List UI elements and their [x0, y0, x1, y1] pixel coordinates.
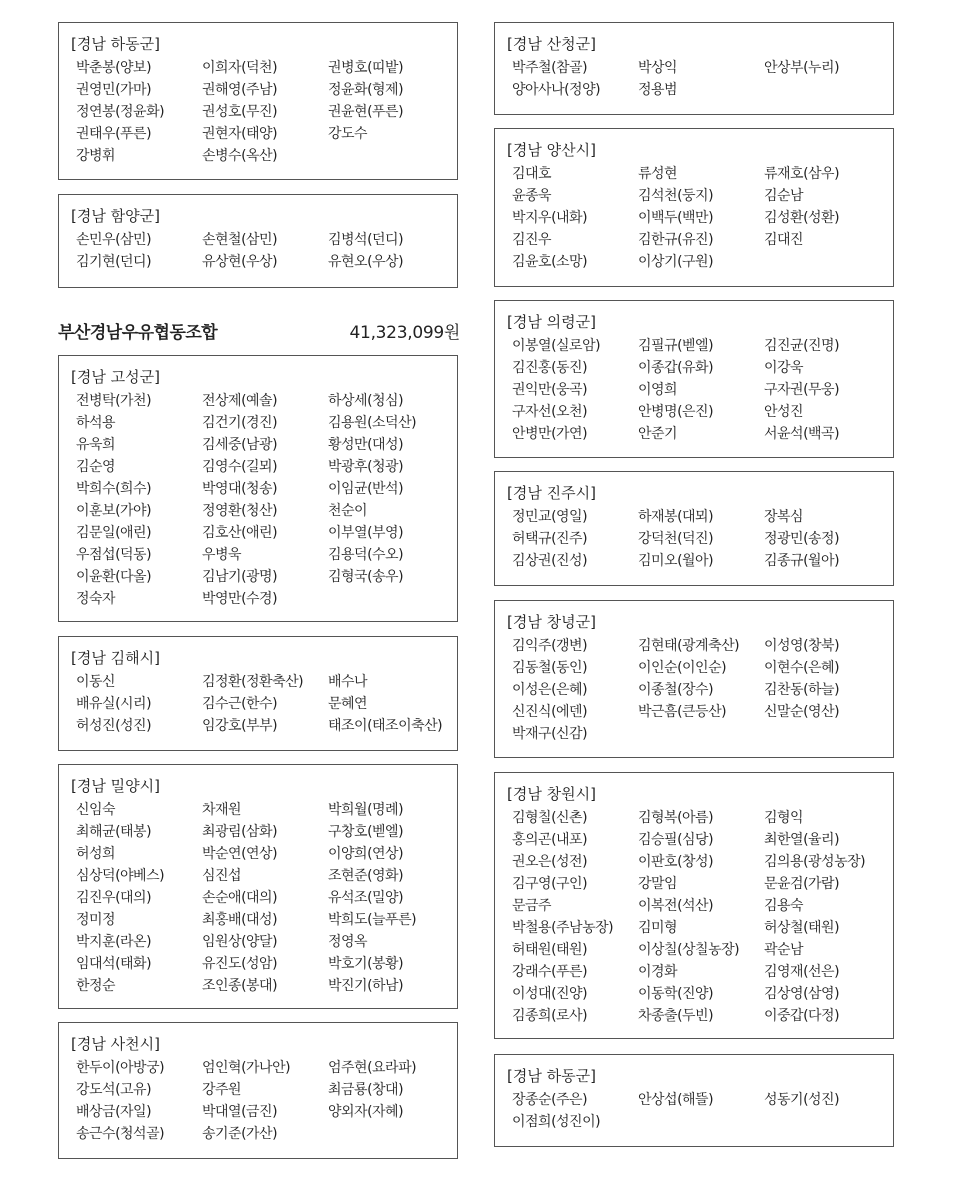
member-list [507, 1089, 893, 1133]
member-name: 김영재(선은) [764, 964, 840, 980]
member-list [507, 807, 893, 1027]
member-name: 이복전(석산) [638, 898, 714, 914]
member-list [71, 1057, 457, 1145]
member-name: 김형칠(신촌) [512, 810, 588, 826]
member-name: 강도석(고유) [76, 1082, 152, 1098]
member-name: 전병탁(가천) [76, 393, 152, 409]
region-box [494, 1054, 894, 1147]
member-name: 임대석(태화) [76, 956, 152, 972]
member-name: 하석용 [76, 415, 116, 431]
region-box [494, 600, 894, 758]
member-name: 정미정 [76, 912, 116, 928]
member-name: 권현자(태양) [202, 126, 278, 142]
member-name: 엄인혁(가나안) [202, 1060, 291, 1076]
member-name: 이강욱 [764, 360, 804, 376]
member-name: 강말임 [638, 876, 678, 892]
member-name: 이상칠(상칠농장) [638, 942, 740, 958]
member-name: 김진우(대의) [76, 890, 152, 906]
member-name: 손순애(대의) [202, 890, 278, 906]
member-name: 김대호 [512, 166, 552, 182]
member-name: 김현태(광계축산) [638, 638, 740, 654]
region-title: [경남 진주시] [507, 484, 596, 502]
region-title: [경남 하동군] [71, 35, 160, 53]
member-name: 이동신 [76, 674, 116, 690]
member-name: 신말순(영산) [764, 704, 840, 720]
member-name: 정윤화(형제) [328, 82, 404, 98]
member-name: 김호산(애린) [202, 525, 278, 541]
member-name: 김형익 [764, 810, 804, 826]
member-name: 손민우(삼민) [76, 232, 152, 248]
member-name: 이중갑(다정) [764, 1008, 840, 1024]
member-name: 강도수 [328, 126, 368, 142]
member-name: 박재구(신감) [512, 726, 588, 742]
member-name: 유욱희 [76, 437, 116, 453]
member-name: 장종순(주은) [512, 1092, 588, 1108]
member-name: 구자권(무웅) [764, 382, 840, 398]
member-name: 김진균(진명) [764, 338, 840, 354]
member-name: 엄주현(요라파) [328, 1060, 417, 1076]
member-name: 강덕천(덕진) [638, 531, 714, 547]
member-name: 김형복(아름) [638, 810, 714, 826]
member-name: 이희자(덕천) [202, 60, 278, 76]
member-name: 김석천(둥지) [638, 188, 714, 204]
member-name: 안상섭(해뜰) [638, 1092, 714, 1108]
member-name: 이윤환(다올) [76, 569, 152, 585]
member-name: 김문일(애린) [76, 525, 152, 541]
member-list [507, 635, 893, 745]
region-box [58, 764, 458, 1009]
member-name: 한두이(아방궁) [76, 1060, 165, 1076]
member-name: 류재호(삼우) [764, 166, 840, 182]
member-name: 김상권(진성) [512, 553, 588, 569]
member-name: 우병욱 [202, 547, 242, 563]
region-title: [경남 창원시] [507, 785, 596, 803]
member-name: 박주철(참골) [512, 60, 588, 76]
member-name: 태조이(태조이축산) [328, 718, 443, 734]
region-box [494, 772, 894, 1039]
member-name: 권영민(가마) [76, 82, 152, 98]
member-name: 이백두(백만) [638, 210, 714, 226]
member-name: 박철용(주남농장) [512, 920, 614, 936]
region-title: [경남 함양군] [71, 207, 160, 225]
region-title: [경남 김해시] [71, 649, 160, 667]
member-name: 김용숙 [764, 898, 804, 914]
member-name: 박진기(하남) [328, 978, 404, 994]
region-title: [경남 창녕군] [507, 613, 596, 631]
member-name: 안준기 [638, 426, 678, 442]
member-name: 손병수(옥산) [202, 148, 278, 164]
member-name: 김수근(한수) [202, 696, 278, 712]
region-title: [경남 양산시] [507, 141, 596, 159]
member-name: 김찬동(하늘) [764, 682, 840, 698]
member-name: 최해균(태봉) [76, 824, 152, 840]
member-name: 안성진 [764, 404, 804, 420]
region-box [494, 300, 894, 458]
member-name: 정광민(송정) [764, 531, 840, 547]
member-name: 이종갑(유화) [638, 360, 714, 376]
member-list [507, 335, 893, 445]
member-name: 심상덕(야베스) [76, 868, 165, 884]
member-name: 허택규(진주) [512, 531, 588, 547]
member-name: 김윤호(소망) [512, 254, 588, 270]
member-name: 허상철(태원) [764, 920, 840, 936]
member-name: 김병석(던디) [328, 232, 404, 248]
member-name: 유상현(우상) [202, 254, 278, 270]
member-name: 문윤검(가람) [764, 876, 840, 892]
member-name: 이훈보(가야) [76, 503, 152, 519]
member-name: 이점희(성진이) [512, 1114, 601, 1130]
cooperative-header [58, 318, 460, 343]
member-name: 이성대(진양) [512, 986, 588, 1002]
region-box [58, 636, 458, 751]
member-name: 김형국(송우) [328, 569, 404, 585]
region-title: [경남 밀양시] [71, 777, 160, 795]
region-box [58, 355, 458, 622]
member-list [507, 163, 893, 273]
member-name: 권오은(성전) [512, 854, 588, 870]
member-name: 김종규(월아) [764, 553, 840, 569]
member-name: 유석조(밀양) [328, 890, 404, 906]
member-name: 허성진(성진) [76, 718, 152, 734]
member-name: 최홍배(대성) [202, 912, 278, 928]
member-name: 김필규(벧엘) [638, 338, 714, 354]
member-name: 조인종(봉대) [202, 978, 278, 994]
member-name: 이영희 [638, 382, 678, 398]
member-name: 심진섭 [202, 868, 242, 884]
member-name: 이부열(부영) [328, 525, 404, 541]
member-name: 권병호(띠밭) [328, 60, 404, 76]
member-name: 김미형 [638, 920, 678, 936]
member-name: 김건기(경진) [202, 415, 278, 431]
member-name: 최광림(삼화) [202, 824, 278, 840]
member-name: 박영대(청송) [202, 481, 278, 497]
member-name: 김진홍(동진) [512, 360, 588, 376]
member-name: 권익만(웅곡) [512, 382, 588, 398]
region-title: [경남 산청군] [507, 35, 596, 53]
member-name: 유진도(성암) [202, 956, 278, 972]
member-name: 김동철(동인) [512, 660, 588, 676]
member-name: 양아사나(정양) [512, 82, 601, 98]
member-name: 손현철(삼민) [202, 232, 278, 248]
member-name: 홍의곤(내포) [512, 832, 588, 848]
member-name: 김상영(삼영) [764, 986, 840, 1002]
member-name: 이인순(이인순) [638, 660, 727, 676]
member-name: 권성호(무진) [202, 104, 278, 120]
member-name: 정연봉(정윤화) [76, 104, 165, 120]
member-name: 박지우(내화) [512, 210, 588, 226]
member-name: 하상세(청심) [328, 393, 404, 409]
cooperative-amount: 41,323,099원 [349, 323, 460, 343]
member-name: 정영환(청산) [202, 503, 278, 519]
member-name: 안병명(은진) [638, 404, 714, 420]
member-name: 조현준(영화) [328, 868, 404, 884]
member-name: 김용원(소덕산) [328, 415, 417, 431]
member-name: 강병휘 [76, 148, 116, 164]
member-name: 전상제(예솔) [202, 393, 278, 409]
member-name: 김미오(월아) [638, 553, 714, 569]
region-box [494, 128, 894, 287]
member-name: 황성만(대성) [328, 437, 404, 453]
region-box [494, 471, 894, 586]
member-name: 이양희(연상) [328, 846, 404, 862]
member-name: 김한규(유진) [638, 232, 714, 248]
member-name: 최한열(율리) [764, 832, 840, 848]
member-name: 임원상(양달) [202, 934, 278, 950]
member-name: 김익주(갱변) [512, 638, 588, 654]
member-name: 문금주 [512, 898, 552, 914]
member-name: 강래수(푸른) [512, 964, 588, 980]
member-name: 김순남 [764, 188, 804, 204]
member-name: 박근흠(큰등산) [638, 704, 727, 720]
member-name: 김세중(남광) [202, 437, 278, 453]
member-name: 권태우(푸른) [76, 126, 152, 142]
member-name: 박춘봉(양보) [76, 60, 152, 76]
member-name: 배수나 [328, 674, 368, 690]
member-name: 김성환(성환) [764, 210, 840, 226]
member-name: 류성현 [638, 166, 678, 182]
member-name: 이동학(진양) [638, 986, 714, 1002]
region-title: [경남 하동군] [507, 1067, 596, 1085]
member-name: 김대진 [764, 232, 804, 248]
region-title: [경남 의령군] [507, 313, 596, 331]
member-name: 박대열(금진) [202, 1104, 278, 1120]
member-list [71, 799, 457, 997]
member-name: 김용덕(수오) [328, 547, 404, 563]
member-name: 정영옥 [328, 934, 368, 950]
member-name: 박상익 [638, 60, 678, 76]
member-name: 정용범 [638, 82, 678, 98]
member-name: 이봉열(실로암) [512, 338, 601, 354]
member-name: 이현수(은혜) [764, 660, 840, 676]
member-name: 서윤석(백곡) [764, 426, 840, 442]
region-box [58, 1022, 458, 1159]
member-name: 장복심 [764, 509, 804, 525]
member-name: 성동기(성진) [764, 1092, 840, 1108]
member-list [71, 390, 457, 610]
member-name: 김남기(광명) [202, 569, 278, 585]
member-name: 권해영(주남) [202, 82, 278, 98]
member-list [71, 57, 457, 167]
member-list [507, 57, 893, 101]
member-name: 이판호(창성) [638, 854, 714, 870]
member-name: 송근수(청석골) [76, 1126, 165, 1142]
member-name: 김구영(구인) [512, 876, 588, 892]
member-name: 정숙자 [76, 591, 116, 607]
region-title: [경남 사천시] [71, 1035, 160, 1053]
member-name: 우점섭(덕동) [76, 547, 152, 563]
member-name: 이성영(창북) [764, 638, 840, 654]
member-name: 차종출(두빈) [638, 1008, 714, 1024]
member-name: 박순연(연상) [202, 846, 278, 862]
member-name: 구창호(벧엘) [328, 824, 404, 840]
cooperative-name: 부산경남우유협동조합 [58, 323, 218, 343]
member-list [71, 229, 457, 273]
member-name: 임강호(부부) [202, 718, 278, 734]
member-name: 박희도(늘푸른) [328, 912, 417, 928]
member-name: 송기준(가산) [202, 1126, 278, 1142]
member-name: 배상금(자일) [76, 1104, 152, 1120]
region-box [494, 22, 894, 115]
member-name: 허태원(태원) [512, 942, 588, 958]
member-name: 박희월(명례) [328, 802, 404, 818]
member-name: 김정환(정환축산) [202, 674, 304, 690]
member-name: 김진우 [512, 232, 552, 248]
member-name: 이성은(은혜) [512, 682, 588, 698]
member-name: 박희수(희수) [76, 481, 152, 497]
region-box [58, 22, 458, 180]
member-name: 이상기(구원) [638, 254, 714, 270]
member-list [71, 671, 457, 737]
member-name: 윤종욱 [512, 188, 552, 204]
member-name: 김승필(심당) [638, 832, 714, 848]
member-list [507, 506, 893, 572]
member-name: 신임숙 [76, 802, 116, 818]
member-name: 유현오(우상) [328, 254, 404, 270]
member-name: 김순영 [76, 459, 116, 475]
member-name: 안상부(누리) [764, 60, 840, 76]
member-name: 차재원 [202, 802, 242, 818]
member-name: 허성희 [76, 846, 116, 862]
member-name: 하재봉(대뫼) [638, 509, 714, 525]
region-title: [경남 고성군] [71, 368, 160, 386]
member-name: 박광후(청광) [328, 459, 404, 475]
member-name: 천순이 [328, 503, 368, 519]
member-name: 강주원 [202, 1082, 242, 1098]
member-name: 박영만(수경) [202, 591, 278, 607]
member-name: 이경화 [638, 964, 678, 980]
region-box [58, 194, 458, 288]
member-name: 이종철(장수) [638, 682, 714, 698]
member-name: 김기현(던디) [76, 254, 152, 270]
member-name: 권윤현(푸른) [328, 104, 404, 120]
member-name: 최금룡(창대) [328, 1082, 404, 1098]
member-name: 정민교(영일) [512, 509, 588, 525]
member-name: 곽순남 [764, 942, 804, 958]
member-name: 구자선(오천) [512, 404, 588, 420]
member-name: 김종희(로사) [512, 1008, 588, 1024]
member-name: 이임균(반석) [328, 481, 404, 497]
member-name: 한정순 [76, 978, 116, 994]
member-name: 김영수(길뫼) [202, 459, 278, 475]
member-name: 신진식(에덴) [512, 704, 588, 720]
member-name: 안병만(가연) [512, 426, 588, 442]
member-name: 박지훈(라온) [76, 934, 152, 950]
member-name: 문혜연 [328, 696, 368, 712]
member-name: 배유실(시리) [76, 696, 152, 712]
member-name: 김의용(광성농장) [764, 854, 866, 870]
member-name: 양외자(자혜) [328, 1104, 404, 1120]
member-name: 박호기(봉황) [328, 956, 404, 972]
